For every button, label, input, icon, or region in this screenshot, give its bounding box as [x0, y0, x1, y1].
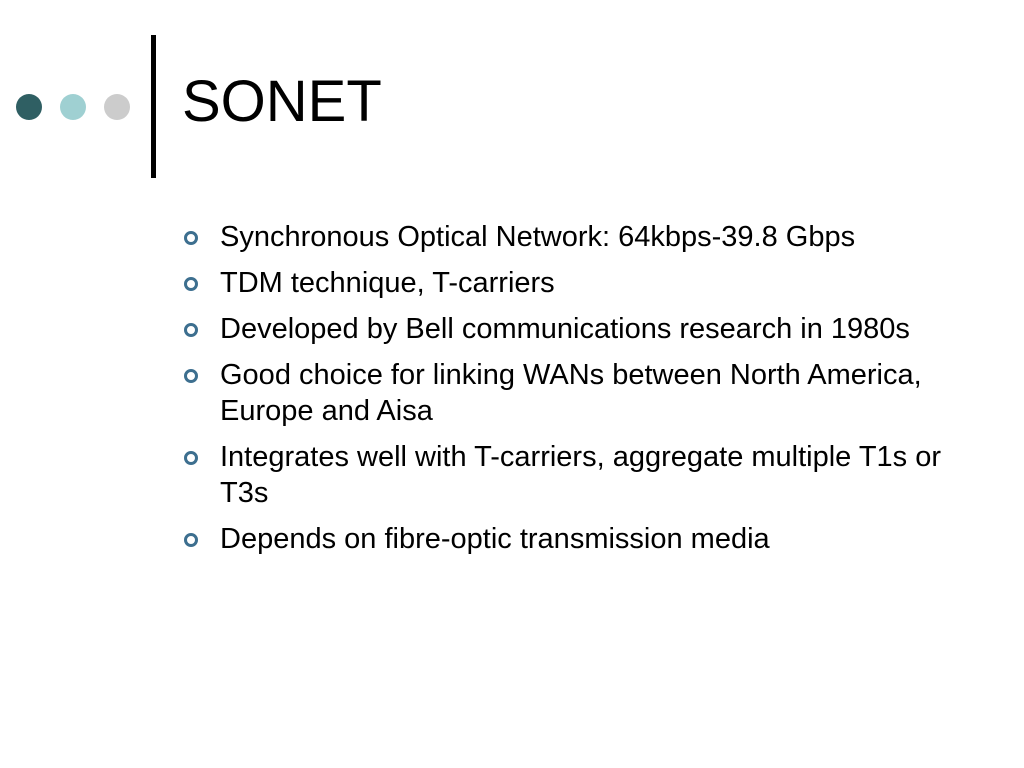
- bullet-text: Synchronous Optical Network: 64kbps-39.8 Gbps: [220, 221, 856, 253]
- title-divider: [151, 35, 156, 178]
- ring-bullet-icon: [184, 369, 198, 383]
- ring-bullet-icon: [184, 533, 198, 547]
- ring-bullet-icon: [184, 323, 198, 337]
- bullet-item: [182, 311, 972, 347]
- bullet-text: Good choice for linking WANs between North America, Europe and Aisa: [220, 359, 922, 427]
- bullet-item: [182, 219, 972, 255]
- ring-bullet-icon: [184, 451, 198, 465]
- ring-bullet-icon: [184, 231, 198, 245]
- slide-title: SONET: [182, 69, 382, 134]
- bullet-item: [182, 357, 972, 429]
- bullet-text: Developed by Bell communications research in 1980s: [220, 313, 910, 345]
- bullet-item: [182, 521, 972, 557]
- bullet-list: [182, 219, 972, 567]
- dark-teal-dot-icon: [16, 94, 42, 120]
- bullet-text: Depends on fibre-optic transmission media: [220, 523, 770, 555]
- decorative-dots: [16, 94, 130, 120]
- bullet-item: [182, 265, 972, 301]
- grey-dot-icon: [104, 94, 130, 120]
- bullet-text: Integrates well with T-carriers, aggregate multiple T1s or T3s: [220, 441, 942, 509]
- ring-bullet-icon: [184, 277, 198, 291]
- light-teal-dot-icon: [60, 94, 86, 120]
- bullet-item: [182, 439, 972, 511]
- bullet-text: TDM technique, T-carriers: [220, 267, 555, 299]
